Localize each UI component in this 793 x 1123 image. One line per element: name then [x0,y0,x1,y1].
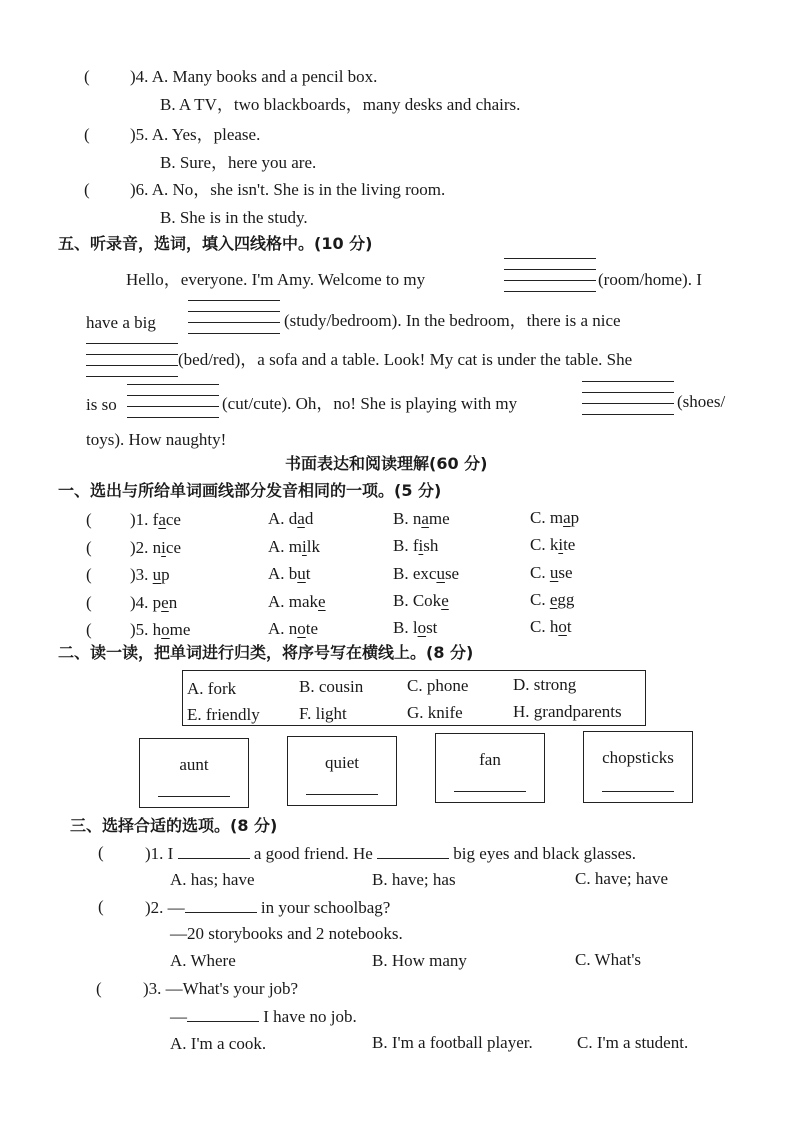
q1-option-c[interactable]: C. egg [530,590,575,609]
four-line-blank-3[interactable] [86,343,178,377]
q1-option-b[interactable]: B. name [393,509,450,528]
category-box-aunt [139,738,249,808]
q3-question: )3. —What's your job? [143,979,299,998]
answer-paren[interactable]: ( [98,897,104,916]
category-answer-line[interactable] [158,796,230,797]
answer-blank[interactable] [178,844,250,859]
q1-option-a[interactable]: A. dad [268,509,314,528]
q2-heading: 二、读一读，把单词进行归类，将序号写在横线上。(8 分) [58,643,474,662]
answer-paren[interactable]: ( [84,180,90,199]
q1-option-a[interactable]: A. make [268,592,326,611]
section-5-heading: 五、听录音，选词，填入四线格中。(10 分) [58,234,373,253]
q1-option-b[interactable]: B. fish [393,536,439,555]
q3-option-c[interactable]: C. I'm a student. [577,1033,689,1052]
word-bank-item: H. grandparents [513,702,622,721]
category-label: chopsticks [602,748,674,767]
q3-question: )2. — in your schoolbag? [145,898,391,917]
word-bank-item: G. knife [407,703,463,722]
category-answer-line[interactable] [454,791,526,792]
item-option-a: )6. A. No，she isn't. She is in the living room. [130,180,446,199]
passage-line-2: have a big [86,313,156,332]
q1-option-c[interactable]: C. map [530,508,580,527]
q1-word: )5. home [130,620,191,639]
q1-word: )1. face [130,510,181,529]
q3-heading: 三、选择合适的选项。(8 分) [70,816,278,835]
passage-line-1-end: (room/home). I [598,270,702,289]
q1-option-c[interactable]: C. use [530,563,573,582]
four-line-blank-4[interactable] [127,384,219,418]
answer-paren[interactable]: ( [86,565,92,584]
answer-blank[interactable] [187,1007,259,1022]
q3-option-c[interactable]: C. have; have [575,869,668,888]
passage-line-4-end: (shoes/ [677,392,726,411]
q3-option-a[interactable]: A. I'm a cook. [170,1034,267,1053]
item-option-b: B. Sure，here you are. [160,153,317,172]
q3-reply: —20 storybooks and 2 notebooks. [170,924,403,943]
q1-word: )4. pen [130,593,178,612]
category-box-chopsticks [583,731,693,803]
q1-word: )2. nice [130,538,181,557]
q1-heading: 一、选出与所给单词画线部分发音相同的一项。(5 分) [58,481,442,500]
category-label: quiet [325,753,359,772]
q1-option-b[interactable]: B. lost [393,618,438,637]
category-label: fan [479,750,501,769]
item-option-b: B. A TV，two blackboards，many desks and chairs. [160,95,521,114]
category-box-fan [435,733,545,803]
q3-option-b[interactable]: B. I'm a football player. [372,1033,533,1052]
answer-paren[interactable]: ( [86,620,92,639]
category-answer-line[interactable] [306,794,378,795]
passage-line-4-mid: (cut/cute). Oh，no! She is playing with my [222,394,518,413]
q1-option-a[interactable]: A. note [268,619,319,638]
item-option-a: )5. A. Yes，please. [130,125,261,144]
answer-paren[interactable]: ( [84,67,90,86]
category-box-quiet [287,736,397,806]
word-bank-item: E. friendly [187,705,260,724]
q1-word: )3. up [130,565,170,584]
part-2-title: 书面表达和阅读理解(60 分) [285,454,488,473]
word-bank [182,670,646,726]
passage-line-1: Hello，everyone. I'm Amy. Welcome to my [126,270,426,289]
q3-question: )1. I a good friend. He big eyes and black glasses. [145,844,636,863]
q3-option-b[interactable]: B. How many [372,951,467,970]
answer-paren[interactable]: ( [86,538,92,557]
q3-option-b[interactable]: B. have; has [372,870,456,889]
item-option-a: )4. A. Many books and a pencil box. [130,67,378,86]
category-label: aunt [179,755,209,774]
word-bank-item: B. cousin [299,677,364,696]
q3-option-c[interactable]: C. What's [575,950,642,969]
passage-line-4: is so [86,395,117,414]
passage-line-2-end: (study/bedroom). In the bedroom，there is a nice [284,311,621,330]
word-bank-item: F. light [299,704,347,723]
q3-option-a[interactable]: A. has; have [170,870,255,889]
answer-paren[interactable]: ( [86,593,92,612]
four-line-blank-2[interactable] [188,300,280,334]
passage-line-3: (bed/red)，a sofa and a table. Look! My cat is under the table. She [178,350,633,369]
item-option-b: B. She is in the study. [160,208,308,227]
word-bank-item: D. strong [513,675,577,694]
passage-line-5: toys). How naughty! [86,430,227,449]
four-line-blank-1[interactable] [504,258,596,292]
q1-option-a[interactable]: A. milk [268,537,320,556]
answer-paren[interactable]: ( [98,843,104,862]
word-bank-item: C. phone [407,676,469,695]
category-answer-line[interactable] [602,791,674,792]
q1-option-b[interactable]: B. Coke [393,591,449,610]
word-bank-item: A. fork [187,679,237,698]
answer-blank[interactable] [377,844,449,859]
q1-option-c[interactable]: C. kite [530,535,576,554]
answer-paren[interactable]: ( [86,510,92,529]
answer-paren[interactable]: ( [96,979,102,998]
q1-option-a[interactable]: A. but [268,564,311,583]
q1-option-c[interactable]: C. hot [530,617,572,636]
answer-paren[interactable]: ( [84,125,90,144]
answer-blank[interactable] [185,898,257,913]
four-line-blank-5[interactable] [582,381,674,415]
q3-option-a[interactable]: A. Where [170,951,236,970]
q3-prompt: — I have no job. [170,1007,357,1026]
q1-option-b[interactable]: B. excuse [393,564,460,583]
